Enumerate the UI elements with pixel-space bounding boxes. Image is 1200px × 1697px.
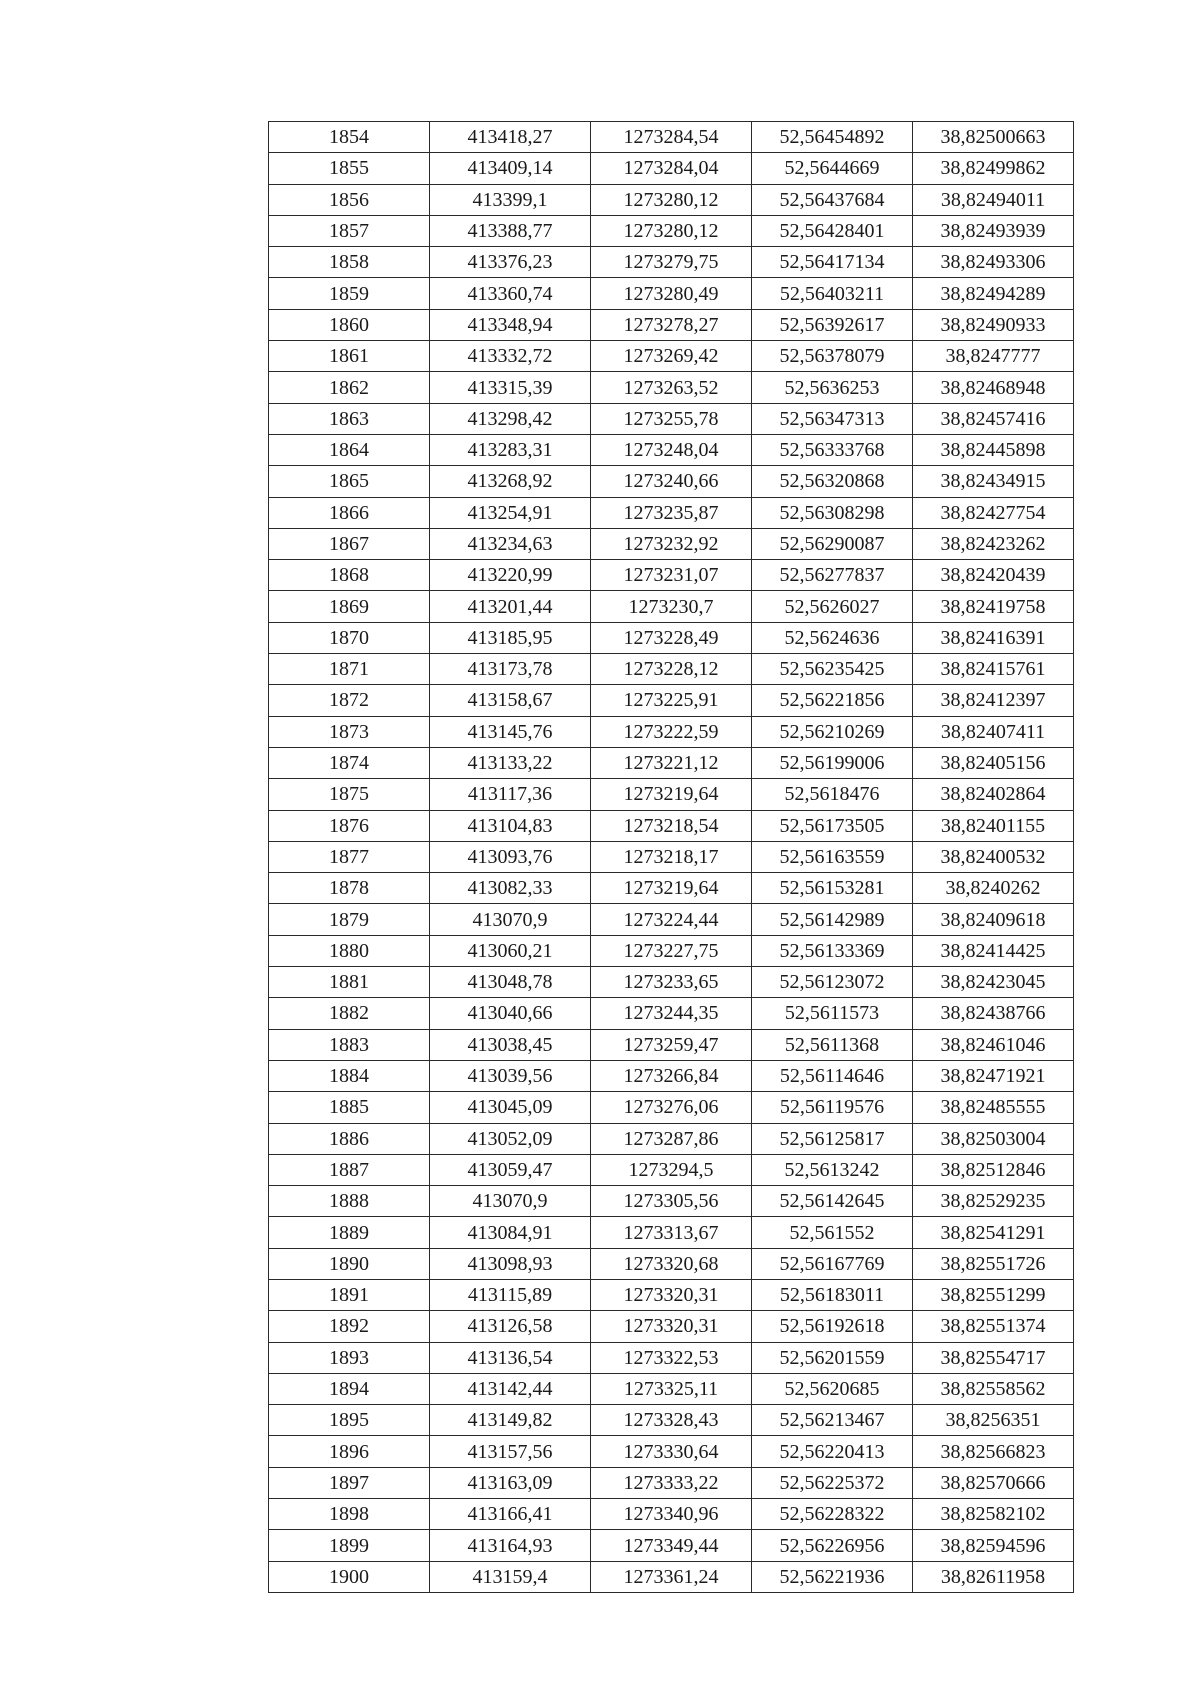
x-coordinate-cell: 413157,56 [430, 1436, 591, 1467]
table-row [269, 998, 1074, 1029]
table-row [269, 1467, 1074, 1498]
x-coordinate-cell: 413418,27 [430, 122, 591, 153]
y-coordinate-cell: 1273340,96 [591, 1499, 752, 1530]
point-number-cell: 1873 [269, 716, 430, 747]
point-number-cell: 1894 [269, 1373, 430, 1404]
table-row [269, 560, 1074, 591]
y-coordinate-cell: 1273280,12 [591, 184, 752, 215]
longitude-cell: 38,82551726 [913, 1248, 1074, 1279]
point-number-cell: 1879 [269, 904, 430, 935]
x-coordinate-cell: 413117,36 [430, 779, 591, 810]
point-number-cell: 1863 [269, 403, 430, 434]
x-coordinate-cell: 413136,54 [430, 1342, 591, 1373]
x-coordinate-cell: 413142,44 [430, 1373, 591, 1404]
x-coordinate-cell: 413126,58 [430, 1311, 591, 1342]
y-coordinate-cell: 1273305,56 [591, 1186, 752, 1217]
latitude-cell: 52,56417134 [752, 247, 913, 278]
point-number-cell: 1886 [269, 1123, 430, 1154]
x-coordinate-cell: 413388,77 [430, 215, 591, 246]
longitude-cell: 38,82493939 [913, 215, 1074, 246]
y-coordinate-cell: 1273228,12 [591, 654, 752, 685]
x-coordinate-cell: 413070,9 [430, 1186, 591, 1217]
coordinates-table-body [269, 122, 1074, 1593]
latitude-cell: 52,56226956 [752, 1530, 913, 1561]
latitude-cell: 52,5620685 [752, 1373, 913, 1404]
point-number-cell: 1898 [269, 1499, 430, 1530]
x-coordinate-cell: 413348,94 [430, 309, 591, 340]
longitude-cell: 38,82461046 [913, 1029, 1074, 1060]
table-row [269, 1154, 1074, 1185]
y-coordinate-cell: 1273248,04 [591, 434, 752, 465]
table-row [269, 434, 1074, 465]
y-coordinate-cell: 1273231,07 [591, 560, 752, 591]
point-number-cell: 1856 [269, 184, 430, 215]
x-coordinate-cell: 413145,76 [430, 716, 591, 747]
longitude-cell: 38,82405156 [913, 747, 1074, 778]
y-coordinate-cell: 1273279,75 [591, 247, 752, 278]
longitude-cell: 38,82554717 [913, 1342, 1074, 1373]
point-number-cell: 1888 [269, 1186, 430, 1217]
longitude-cell: 38,82512846 [913, 1154, 1074, 1185]
longitude-cell: 38,82402864 [913, 779, 1074, 810]
point-number-cell: 1867 [269, 528, 430, 559]
y-coordinate-cell: 1273224,44 [591, 904, 752, 935]
table-row [269, 528, 1074, 559]
point-number-cell: 1857 [269, 215, 430, 246]
x-coordinate-cell: 413185,95 [430, 622, 591, 653]
point-number-cell: 1876 [269, 810, 430, 841]
point-number-cell: 1892 [269, 1311, 430, 1342]
latitude-cell: 52,56228322 [752, 1499, 913, 1530]
longitude-cell: 38,82558562 [913, 1373, 1074, 1404]
longitude-cell: 38,82401155 [913, 810, 1074, 841]
y-coordinate-cell: 1273218,17 [591, 841, 752, 872]
longitude-cell: 38,8247777 [913, 341, 1074, 372]
latitude-cell: 52,5644669 [752, 153, 913, 184]
y-coordinate-cell: 1273233,65 [591, 967, 752, 998]
point-number-cell: 1897 [269, 1467, 430, 1498]
x-coordinate-cell: 413045,09 [430, 1092, 591, 1123]
y-coordinate-cell: 1273263,52 [591, 372, 752, 403]
latitude-cell: 52,56454892 [752, 122, 913, 153]
longitude-cell: 38,82445898 [913, 434, 1074, 465]
x-coordinate-cell: 413201,44 [430, 591, 591, 622]
y-coordinate-cell: 1273276,06 [591, 1092, 752, 1123]
x-coordinate-cell: 413166,41 [430, 1499, 591, 1530]
table-row [269, 372, 1074, 403]
point-number-cell: 1861 [269, 341, 430, 372]
latitude-cell: 52,5613242 [752, 1154, 913, 1185]
latitude-cell: 52,56428401 [752, 215, 913, 246]
table-row [269, 622, 1074, 653]
y-coordinate-cell: 1273240,66 [591, 466, 752, 497]
longitude-cell: 38,82529235 [913, 1186, 1074, 1217]
table-row [269, 497, 1074, 528]
latitude-cell: 52,5611368 [752, 1029, 913, 1060]
point-number-cell: 1866 [269, 497, 430, 528]
coordinates-table [268, 121, 1074, 1593]
point-number-cell: 1865 [269, 466, 430, 497]
latitude-cell: 52,56123072 [752, 967, 913, 998]
x-coordinate-cell: 413115,89 [430, 1279, 591, 1310]
longitude-cell: 38,82551299 [913, 1279, 1074, 1310]
latitude-cell: 52,56119576 [752, 1092, 913, 1123]
longitude-cell: 38,82500663 [913, 122, 1074, 153]
y-coordinate-cell: 1273218,54 [591, 810, 752, 841]
latitude-cell: 52,56142989 [752, 904, 913, 935]
x-coordinate-cell: 413098,93 [430, 1248, 591, 1279]
table-row [269, 1279, 1074, 1310]
table-row [269, 1499, 1074, 1530]
y-coordinate-cell: 1273320,68 [591, 1248, 752, 1279]
longitude-cell: 38,82423045 [913, 967, 1074, 998]
x-coordinate-cell: 413048,78 [430, 967, 591, 998]
x-coordinate-cell: 413332,72 [430, 341, 591, 372]
table-row [269, 341, 1074, 372]
longitude-cell: 38,82409618 [913, 904, 1074, 935]
table-row [269, 1248, 1074, 1279]
x-coordinate-cell: 413315,39 [430, 372, 591, 403]
longitude-cell: 38,82490933 [913, 309, 1074, 340]
point-number-cell: 1862 [269, 372, 430, 403]
x-coordinate-cell: 413360,74 [430, 278, 591, 309]
point-number-cell: 1874 [269, 747, 430, 778]
x-coordinate-cell: 413059,47 [430, 1154, 591, 1185]
longitude-cell: 38,8256351 [913, 1405, 1074, 1436]
point-number-cell: 1893 [269, 1342, 430, 1373]
latitude-cell: 52,56392617 [752, 309, 913, 340]
point-number-cell: 1870 [269, 622, 430, 653]
table-row [269, 466, 1074, 497]
table-row [269, 1561, 1074, 1592]
table-row [269, 1029, 1074, 1060]
latitude-cell: 52,56142645 [752, 1186, 913, 1217]
table-row [269, 841, 1074, 872]
longitude-cell: 38,82494011 [913, 184, 1074, 215]
table-row [269, 873, 1074, 904]
latitude-cell: 52,56210269 [752, 716, 913, 747]
table-row [269, 654, 1074, 685]
longitude-cell: 38,82412397 [913, 685, 1074, 716]
longitude-cell: 38,82434915 [913, 466, 1074, 497]
latitude-cell: 52,5618476 [752, 779, 913, 810]
table-row [269, 967, 1074, 998]
table-row [269, 716, 1074, 747]
table-row [269, 1092, 1074, 1123]
point-number-cell: 1855 [269, 153, 430, 184]
latitude-cell: 52,56114646 [752, 1060, 913, 1091]
x-coordinate-cell: 413084,91 [430, 1217, 591, 1248]
table-row [269, 810, 1074, 841]
point-number-cell: 1900 [269, 1561, 430, 1592]
y-coordinate-cell: 1273227,75 [591, 935, 752, 966]
x-coordinate-cell: 413060,21 [430, 935, 591, 966]
longitude-cell: 38,8240262 [913, 873, 1074, 904]
y-coordinate-cell: 1273219,64 [591, 779, 752, 810]
point-number-cell: 1887 [269, 1154, 430, 1185]
x-coordinate-cell: 413158,67 [430, 685, 591, 716]
latitude-cell: 52,56308298 [752, 497, 913, 528]
x-coordinate-cell: 413220,99 [430, 560, 591, 591]
point-number-cell: 1880 [269, 935, 430, 966]
y-coordinate-cell: 1273333,22 [591, 1467, 752, 1498]
longitude-cell: 38,82420439 [913, 560, 1074, 591]
latitude-cell: 52,56225372 [752, 1467, 913, 1498]
latitude-cell: 52,56333768 [752, 434, 913, 465]
table-row [269, 1060, 1074, 1091]
y-coordinate-cell: 1273280,12 [591, 215, 752, 246]
latitude-cell: 52,56192618 [752, 1311, 913, 1342]
table-row [269, 1436, 1074, 1467]
point-number-cell: 1869 [269, 591, 430, 622]
y-coordinate-cell: 1273232,92 [591, 528, 752, 559]
x-coordinate-cell: 413133,22 [430, 747, 591, 778]
point-number-cell: 1882 [269, 998, 430, 1029]
y-coordinate-cell: 1273284,54 [591, 122, 752, 153]
longitude-cell: 38,82419758 [913, 591, 1074, 622]
latitude-cell: 52,56163559 [752, 841, 913, 872]
latitude-cell: 52,56133369 [752, 935, 913, 966]
latitude-cell: 52,56320868 [752, 466, 913, 497]
point-number-cell: 1864 [269, 434, 430, 465]
table-row [269, 1186, 1074, 1217]
y-coordinate-cell: 1273330,64 [591, 1436, 752, 1467]
y-coordinate-cell: 1273349,44 [591, 1530, 752, 1561]
table-row [269, 215, 1074, 246]
y-coordinate-cell: 1273230,7 [591, 591, 752, 622]
latitude-cell: 52,561552 [752, 1217, 913, 1248]
point-number-cell: 1890 [269, 1248, 430, 1279]
y-coordinate-cell: 1273235,87 [591, 497, 752, 528]
latitude-cell: 52,56221856 [752, 685, 913, 716]
y-coordinate-cell: 1273361,24 [591, 1561, 752, 1592]
longitude-cell: 38,82494289 [913, 278, 1074, 309]
latitude-cell: 52,56201559 [752, 1342, 913, 1373]
longitude-cell: 38,82400532 [913, 841, 1074, 872]
point-number-cell: 1896 [269, 1436, 430, 1467]
latitude-cell: 52,5626027 [752, 591, 913, 622]
y-coordinate-cell: 1273219,64 [591, 873, 752, 904]
longitude-cell: 38,82499862 [913, 153, 1074, 184]
point-number-cell: 1875 [269, 779, 430, 810]
longitude-cell: 38,82503004 [913, 1123, 1074, 1154]
table-row [269, 747, 1074, 778]
y-coordinate-cell: 1273255,78 [591, 403, 752, 434]
point-number-cell: 1881 [269, 967, 430, 998]
y-coordinate-cell: 1273280,49 [591, 278, 752, 309]
y-coordinate-cell: 1273294,5 [591, 1154, 752, 1185]
longitude-cell: 38,82594596 [913, 1530, 1074, 1561]
longitude-cell: 38,82541291 [913, 1217, 1074, 1248]
table-row [269, 904, 1074, 935]
y-coordinate-cell: 1273322,53 [591, 1342, 752, 1373]
longitude-cell: 38,82468948 [913, 372, 1074, 403]
x-coordinate-cell: 413052,09 [430, 1123, 591, 1154]
table-row [269, 1530, 1074, 1561]
y-coordinate-cell: 1273259,47 [591, 1029, 752, 1060]
y-coordinate-cell: 1273225,91 [591, 685, 752, 716]
x-coordinate-cell: 413234,63 [430, 528, 591, 559]
point-number-cell: 1885 [269, 1092, 430, 1123]
table-row [269, 779, 1074, 810]
x-coordinate-cell: 413082,33 [430, 873, 591, 904]
table-row [269, 184, 1074, 215]
x-coordinate-cell: 413039,56 [430, 1060, 591, 1091]
point-number-cell: 1858 [269, 247, 430, 278]
x-coordinate-cell: 413038,45 [430, 1029, 591, 1060]
latitude-cell: 52,56213467 [752, 1405, 913, 1436]
table-row [269, 591, 1074, 622]
table-row [269, 685, 1074, 716]
y-coordinate-cell: 1273320,31 [591, 1279, 752, 1310]
latitude-cell: 52,56378079 [752, 341, 913, 372]
x-coordinate-cell: 413268,92 [430, 466, 591, 497]
x-coordinate-cell: 413149,82 [430, 1405, 591, 1436]
longitude-cell: 38,82493306 [913, 247, 1074, 278]
table-row [269, 278, 1074, 309]
latitude-cell: 52,5636253 [752, 372, 913, 403]
y-coordinate-cell: 1273287,86 [591, 1123, 752, 1154]
table-row [269, 1123, 1074, 1154]
longitude-cell: 38,82457416 [913, 403, 1074, 434]
point-number-cell: 1868 [269, 560, 430, 591]
latitude-cell: 52,56290087 [752, 528, 913, 559]
point-number-cell: 1899 [269, 1530, 430, 1561]
latitude-cell: 52,56167769 [752, 1248, 913, 1279]
table-row [269, 1342, 1074, 1373]
x-coordinate-cell: 413163,09 [430, 1467, 591, 1498]
table-row [269, 122, 1074, 153]
latitude-cell: 52,56403211 [752, 278, 913, 309]
y-coordinate-cell: 1273269,42 [591, 341, 752, 372]
x-coordinate-cell: 413104,83 [430, 810, 591, 841]
longitude-cell: 38,82570666 [913, 1467, 1074, 1498]
y-coordinate-cell: 1273266,84 [591, 1060, 752, 1091]
point-number-cell: 1871 [269, 654, 430, 685]
latitude-cell: 52,56153281 [752, 873, 913, 904]
longitude-cell: 38,82407411 [913, 716, 1074, 747]
longitude-cell: 38,82582102 [913, 1499, 1074, 1530]
x-coordinate-cell: 413173,78 [430, 654, 591, 685]
table-row [269, 1217, 1074, 1248]
latitude-cell: 52,56199006 [752, 747, 913, 778]
point-number-cell: 1859 [269, 278, 430, 309]
table-row [269, 1373, 1074, 1404]
longitude-cell: 38,82566823 [913, 1436, 1074, 1467]
y-coordinate-cell: 1273328,43 [591, 1405, 752, 1436]
table-row [269, 1405, 1074, 1436]
point-number-cell: 1889 [269, 1217, 430, 1248]
table-row [269, 247, 1074, 278]
longitude-cell: 38,82471921 [913, 1060, 1074, 1091]
latitude-cell: 52,56235425 [752, 654, 913, 685]
latitude-cell: 52,56220413 [752, 1436, 913, 1467]
y-coordinate-cell: 1273222,59 [591, 716, 752, 747]
x-coordinate-cell: 413409,14 [430, 153, 591, 184]
table-row [269, 1311, 1074, 1342]
y-coordinate-cell: 1273228,49 [591, 622, 752, 653]
point-number-cell: 1878 [269, 873, 430, 904]
point-number-cell: 1891 [269, 1279, 430, 1310]
x-coordinate-cell: 413254,91 [430, 497, 591, 528]
longitude-cell: 38,82485555 [913, 1092, 1074, 1123]
table-row [269, 403, 1074, 434]
latitude-cell: 52,56437684 [752, 184, 913, 215]
longitude-cell: 38,82415761 [913, 654, 1074, 685]
longitude-cell: 38,82414425 [913, 935, 1074, 966]
x-coordinate-cell: 413399,1 [430, 184, 591, 215]
y-coordinate-cell: 1273325,11 [591, 1373, 752, 1404]
point-number-cell: 1895 [269, 1405, 430, 1436]
latitude-cell: 52,5611573 [752, 998, 913, 1029]
y-coordinate-cell: 1273221,12 [591, 747, 752, 778]
point-number-cell: 1872 [269, 685, 430, 716]
point-number-cell: 1854 [269, 122, 430, 153]
x-coordinate-cell: 413040,66 [430, 998, 591, 1029]
longitude-cell: 38,82416391 [913, 622, 1074, 653]
y-coordinate-cell: 1273320,31 [591, 1311, 752, 1342]
longitude-cell: 38,82551374 [913, 1311, 1074, 1342]
latitude-cell: 52,56125817 [752, 1123, 913, 1154]
latitude-cell: 52,56347313 [752, 403, 913, 434]
latitude-cell: 52,5624636 [752, 622, 913, 653]
y-coordinate-cell: 1273284,04 [591, 153, 752, 184]
x-coordinate-cell: 413159,4 [430, 1561, 591, 1592]
point-number-cell: 1860 [269, 309, 430, 340]
longitude-cell: 38,82438766 [913, 998, 1074, 1029]
x-coordinate-cell: 413298,42 [430, 403, 591, 434]
latitude-cell: 52,56277837 [752, 560, 913, 591]
x-coordinate-cell: 413093,76 [430, 841, 591, 872]
x-coordinate-cell: 413376,23 [430, 247, 591, 278]
table-row [269, 935, 1074, 966]
x-coordinate-cell: 413283,31 [430, 434, 591, 465]
latitude-cell: 52,56183011 [752, 1279, 913, 1310]
point-number-cell: 1883 [269, 1029, 430, 1060]
table-row [269, 309, 1074, 340]
longitude-cell: 38,82611958 [913, 1561, 1074, 1592]
x-coordinate-cell: 413070,9 [430, 904, 591, 935]
longitude-cell: 38,82427754 [913, 497, 1074, 528]
point-number-cell: 1884 [269, 1060, 430, 1091]
longitude-cell: 38,82423262 [913, 528, 1074, 559]
latitude-cell: 52,56173505 [752, 810, 913, 841]
point-number-cell: 1877 [269, 841, 430, 872]
latitude-cell: 52,56221936 [752, 1561, 913, 1592]
y-coordinate-cell: 1273244,35 [591, 998, 752, 1029]
y-coordinate-cell: 1273278,27 [591, 309, 752, 340]
table-row [269, 153, 1074, 184]
x-coordinate-cell: 413164,93 [430, 1530, 591, 1561]
y-coordinate-cell: 1273313,67 [591, 1217, 752, 1248]
